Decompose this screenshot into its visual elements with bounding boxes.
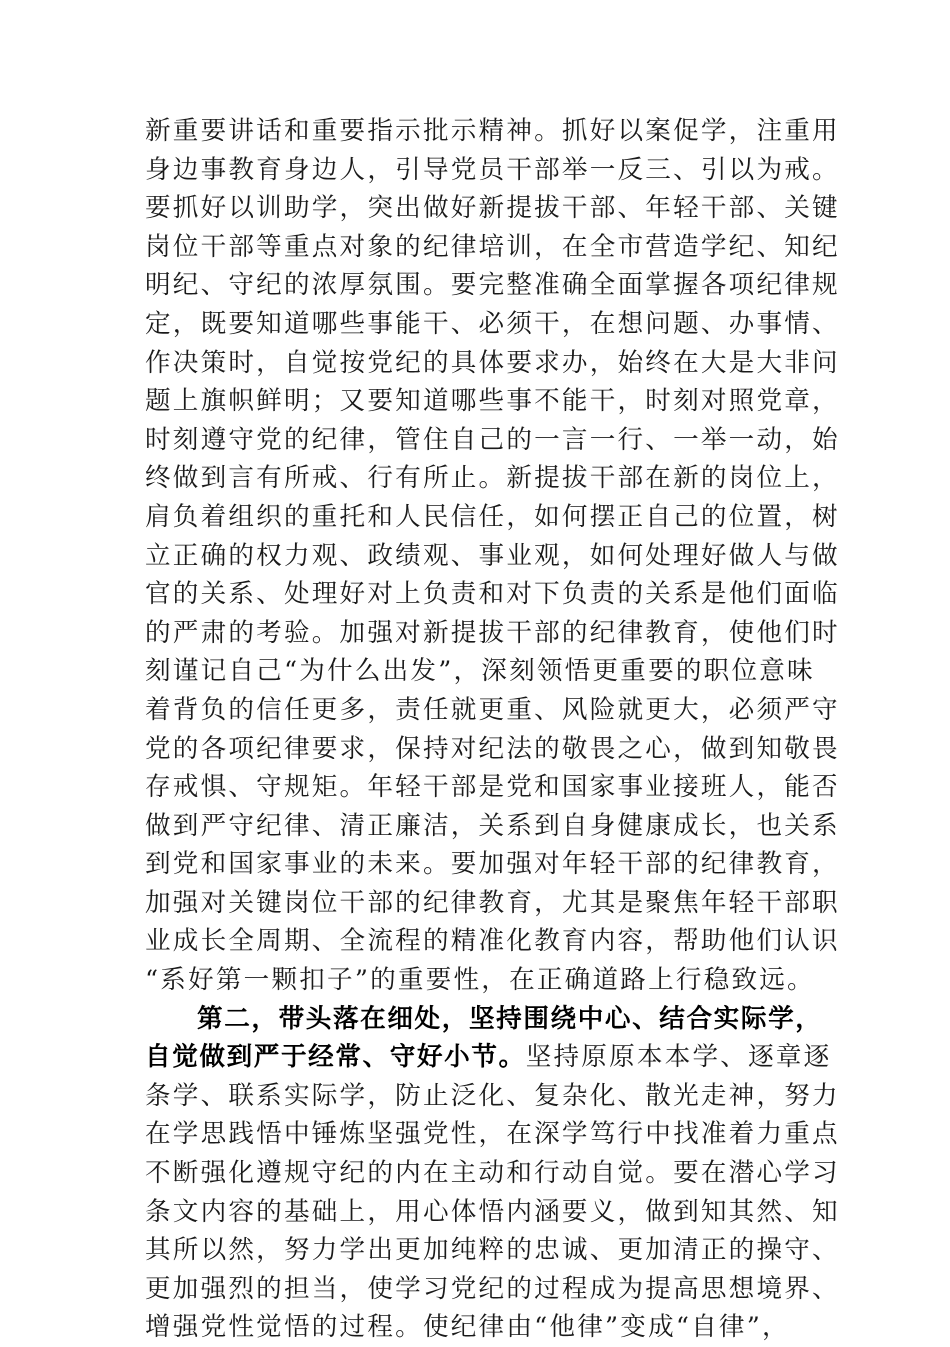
text-line-22: 业成长全周期、全流程的精准化教育内容，帮助他们认识 bbox=[145, 926, 840, 957]
text-line-7: 作决策时，自觉按党纪的具体要求办，始终在大是大非问 bbox=[145, 347, 840, 378]
text-line-13: 官的关系、处理好对上负责和对下负责的关系是他们面临 bbox=[145, 579, 840, 610]
text-line-8: 题上旗帜鲜明；又要知道哪些事不能干，时刻对照党章， bbox=[145, 386, 840, 417]
text-line-32: 增强党性觉悟的过程。使纪律由“他律”变成“自律”， bbox=[145, 1312, 790, 1343]
text-line-3: 要抓好以训助学，突出做好新提拔干部、年轻干部、关键 bbox=[145, 193, 840, 224]
text-line-6: 定，既要知道哪些事能干、必须干，在想问题、办事情、 bbox=[145, 308, 840, 339]
text-line-19: 做到严守纪律、清正廉洁，关系到自身健康成长，也关系 bbox=[145, 810, 840, 841]
section-heading-bold-part: 自觉做到严于经常、守好小节。 bbox=[145, 1042, 526, 1073]
text-line-20: 到党和国家事业的未来。要加强对年轻干部的纪律教育， bbox=[145, 849, 840, 880]
text-line-23: “系好第一颗扣子”的重要性，在正确道路上行稳致远。 bbox=[145, 965, 815, 996]
text-line-29: 条文内容的基础上，用心体悟内涵要义，做到知其然、知 bbox=[145, 1196, 840, 1227]
text-line-30: 其所以然，努力学出更加纯粹的忠诚、更加清正的操守、 bbox=[145, 1235, 840, 1266]
text-line-31: 更加强烈的担当，使学习党纪的过程成为提高思想境界、 bbox=[145, 1273, 840, 1304]
text-line-18: 存戒惧、守规矩。年轻干部是党和国家事业接班人，能否 bbox=[145, 772, 840, 803]
text-line-2: 身边事教育身边人，引导党员干部举一反三、引以为戒。 bbox=[145, 154, 840, 185]
section-heading-line-1: 第二，带头落在细处，坚持围绕中心、结合实际学， bbox=[197, 1003, 823, 1034]
text-line-10: 终做到言有所戒、行有所止。新提拔干部在新的岗位上， bbox=[145, 463, 840, 494]
section-heading-line-2 bbox=[145, 1038, 832, 1077]
body-text bbox=[145, 112, 840, 1347]
text-line-4: 岗位干部等重点对象的纪律培训，在全市营造学纪、知纪 bbox=[145, 231, 840, 262]
text-line-28: 不断强化遵规守纪的内在主动和行动自觉。要在潜心学习 bbox=[145, 1158, 840, 1189]
text-line-17: 党的各项纪律要求，保持对纪法的敬畏之心，做到知敬畏 bbox=[145, 733, 840, 764]
text-line-11: 肩负着组织的重托和人民信任，如何摆正自己的位置，树 bbox=[145, 501, 840, 532]
section-heading-rest-text: 坚持原原本本学、逐章逐 bbox=[525, 1042, 832, 1073]
text-line-1: 新重要讲话和重要指示批示精神。抓好以案促学，注重用 bbox=[145, 116, 840, 146]
text-line-5: 明纪、守纪的浓厚氛围。要完整准确全面掌握各项纪律规 bbox=[145, 270, 840, 301]
text-line-16: 着背负的信任更多，责任就更重、风险就更大，必须严守 bbox=[145, 694, 840, 725]
text-line-26: 条学、联系实际学，防止泛化、复杂化、散光走神，努力 bbox=[145, 1080, 840, 1111]
text-line-14: 的严肃的考验。加强对新提拔干部的纪律教育，使他们时 bbox=[145, 617, 840, 648]
text-line-27: 在学思践悟中锤炼坚强党性，在深学笃行中找准着力重点 bbox=[145, 1119, 840, 1150]
text-line-12: 立正确的权力观、政绩观、事业观，如何处理好做人与做 bbox=[145, 540, 840, 571]
text-line-21: 加强对关键岗位干部的纪律教育，尤其是聚焦年轻干部职 bbox=[145, 887, 840, 918]
text-line-9: 时刻遵守党的纪律，管住自己的一言一行、一举一动，始 bbox=[145, 424, 840, 455]
text-line-15: 刻谨记自己“为什么出发”，深刻领悟更重要的职位意味 bbox=[145, 656, 815, 687]
